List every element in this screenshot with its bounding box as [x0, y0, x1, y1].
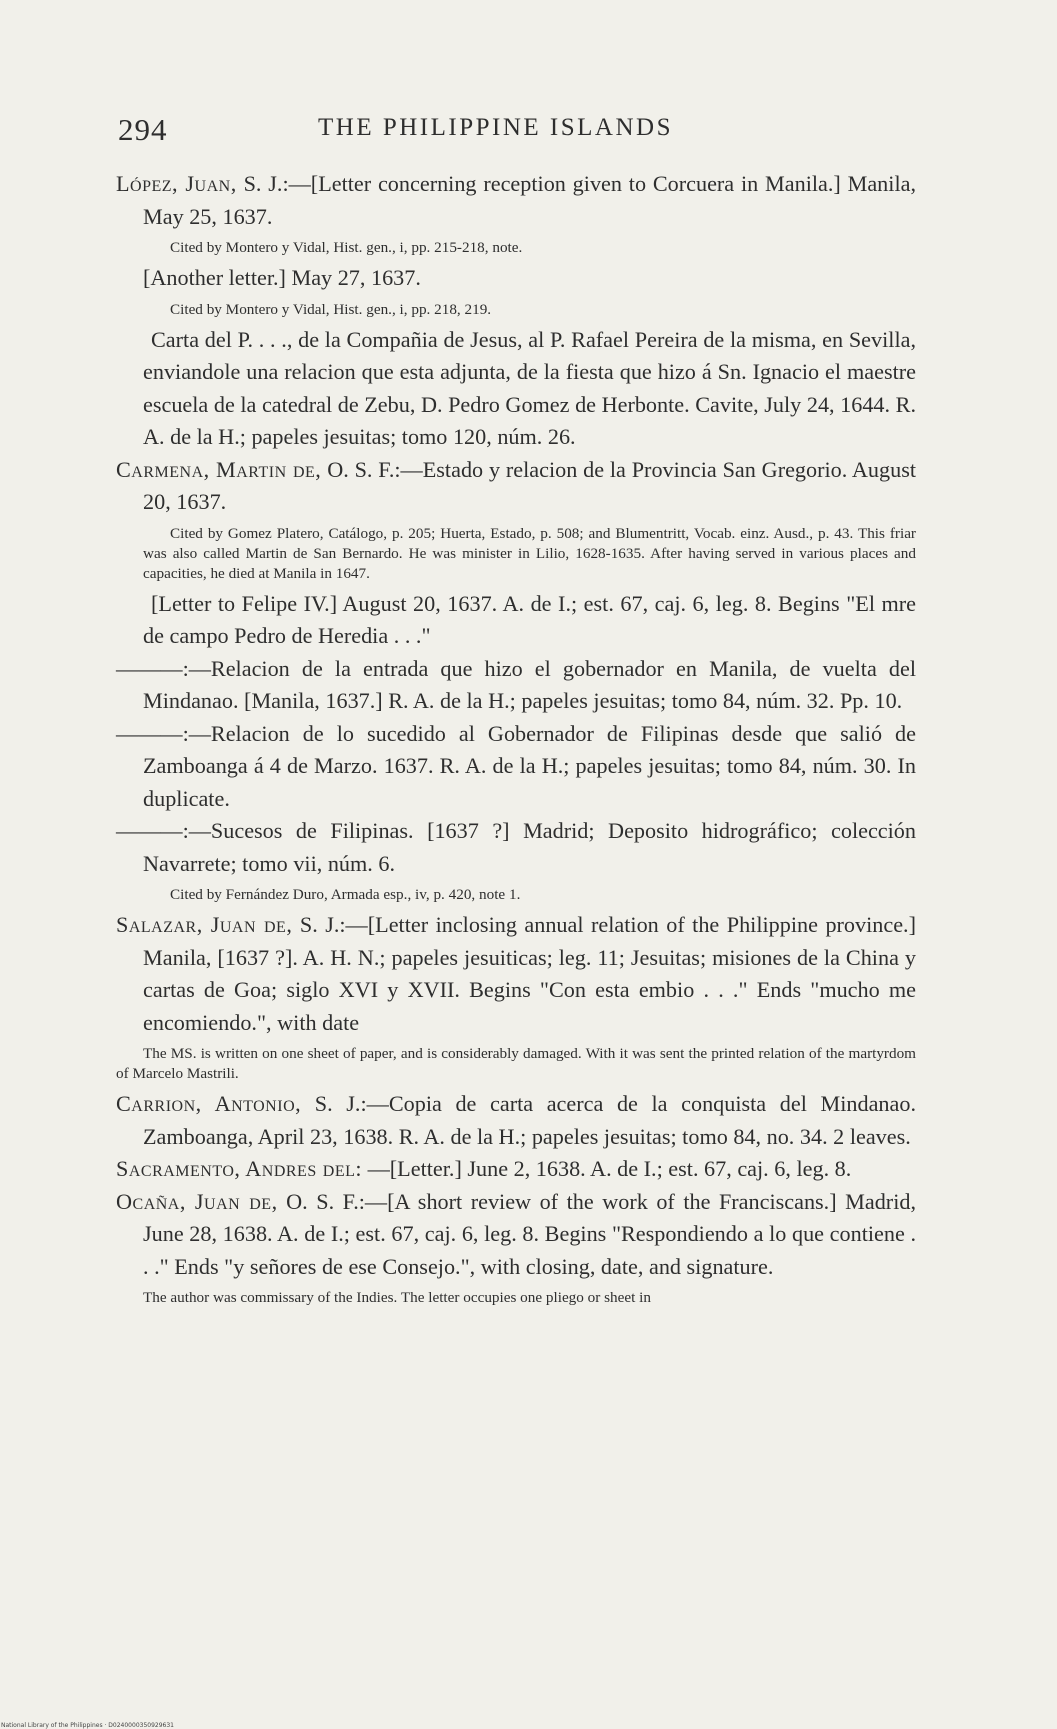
entry-dash: ———:—Relacion de la entrada que hizo el gobernador en Manila, de vuelta del Mindanao. [Manila, 1637.] R. A. de la H.; papeles jesuitas; tomo 84, núm. 32. Pp. 10. [116, 655, 916, 713]
citation-note: The MS. is written on one sheet of paper, and is considerably damaged. With it was sent the printed relation of the martyrdom of Marcelo Mastrili. [116, 1045, 916, 1082]
bibliography-body [116, 168, 916, 1312]
entry-author: Carrion, Antonio, [116, 1091, 302, 1116]
entry-author: Salazar, Juan de, [116, 912, 293, 937]
entry-author: Ocaña, Juan de, [116, 1188, 278, 1214]
entry-text: S. J.:—Copia de carta acerca de la conquista del Mindanao. Zamboanga, April 23, 1638. R. A. de la H.; papeles jesuitas; tomo 84, no. 34. 2 leaves. [143, 1091, 916, 1149]
entry-sub: [Letter to Felipe IV.] August 20, 1637. A. de I.; est. 67, caj. 6, leg. 8. Begins "El mre de campo Pedro de Heredia . . ." [143, 590, 916, 648]
entry-sacramento [116, 1153, 916, 1186]
entry-text: S. J.:—[Letter concerning reception given to Corcuera in Manila.] Manila, May 25, 1637. [143, 171, 917, 229]
entry-salazar [116, 909, 916, 1039]
citation-note: Cited by Montero y Vidal, Hist. gen., i, pp. 218, 219. [170, 300, 492, 318]
running-title: THE PHILIPPINE ISLANDS [318, 114, 673, 141]
entry-author: López, Juan, [116, 171, 237, 196]
entry-lopez [116, 168, 916, 233]
entry-carrion [116, 1088, 916, 1153]
entry-author: Carmena, Martin de, [116, 456, 322, 482]
page-number: 294 [118, 112, 168, 147]
entry-text: S. J.:—[Letter inclosing annual relation of the Philippine province.] Manila, [1637 ?]. A. H. N.; papeles jesuiticas; leg. 11; Jesuitas; misiones de la China y cartas de Goa; siglo XVI y XVII. Begins "Con esta embio . . ." Ends "mucho me encomiendo.", with date [143, 912, 916, 1035]
entry-dash: ———:—Relacion de lo sucedido al Gobernador de Filipinas desde que salió de Zamboanga á 4 de Marzo. 1637. R. A. de la H.; papeles jesuitas; tomo 84, núm. 30. In duplicate. [116, 720, 916, 811]
entry-sub: Carta del P. . . ., de la Compañia de Jesus, al P. Rafael Pereira de la misma, en Sevilla, enviandole una relacion que esta adjunta, de la fiesta que hizo á Sn. Ignacio el maestre escuela de la catedral de Zebu, D. Pedro Gomez de Herbonte. Cavite, July 24, 1644. R. A. de la H.; papeles jesuitas; tomo 120, núm. 26. [143, 326, 916, 449]
entry-author: Sacramento, Andres del: [116, 1156, 363, 1181]
entry-text: —[Letter.] June 2, 1638. A. de I.; est. 67, caj. 6, leg. 8. [367, 1156, 852, 1181]
entry-sub: [Another letter.] May 27, 1637. [143, 265, 421, 290]
citation-note: The author was commissary of the Indies. The letter occupies one pliego or sheet in [143, 1289, 651, 1306]
entry-text: O. S. F.:—[A short review of the work of the Franciscans.] Madrid, June 28, 1638. A. de I.; est. 67, caj. 6, leg. 8. Begins "Respondiendo a lo que contiene . . ." Ends "y señores de ese Consejo.", with closing, date, and signature. [143, 1188, 917, 1279]
citation-note: Cited by Gomez Platero, Catálogo, p. 205; Huerta, Estado, p. 508; and Blumentritt, Vocab. einz. Ausd., p. 43. This friar was also called Martin de San Bernardo. He was minister in Lilio, 1628-1635. After having served in various places and capacities, he died at Manila in 1647. [143, 524, 916, 582]
entry-ocana [116, 1186, 916, 1284]
entry-dash: ———:—Sucesos de Filipinas. [1637 ?] Madrid; Deposito hidrográfico; colección Navarrete; tomo vii, núm. 6. [116, 818, 916, 876]
entry-text: O. S. F.:—Estado y relacion de la Provincia San Gregorio. August 20, 1637. [143, 456, 917, 514]
entry-carmena [116, 454, 916, 519]
page-header [118, 112, 938, 152]
scan-footer: National Library of the Philippines · D0240000350929631 [1, 1722, 174, 1729]
citation-note: Cited by Montero y Vidal, Hist. gen., i, pp. 215-218, note. [170, 239, 523, 256]
citation-note: Cited by Fernández Duro, Armada esp., iv, p. 420, note 1. [170, 886, 521, 903]
